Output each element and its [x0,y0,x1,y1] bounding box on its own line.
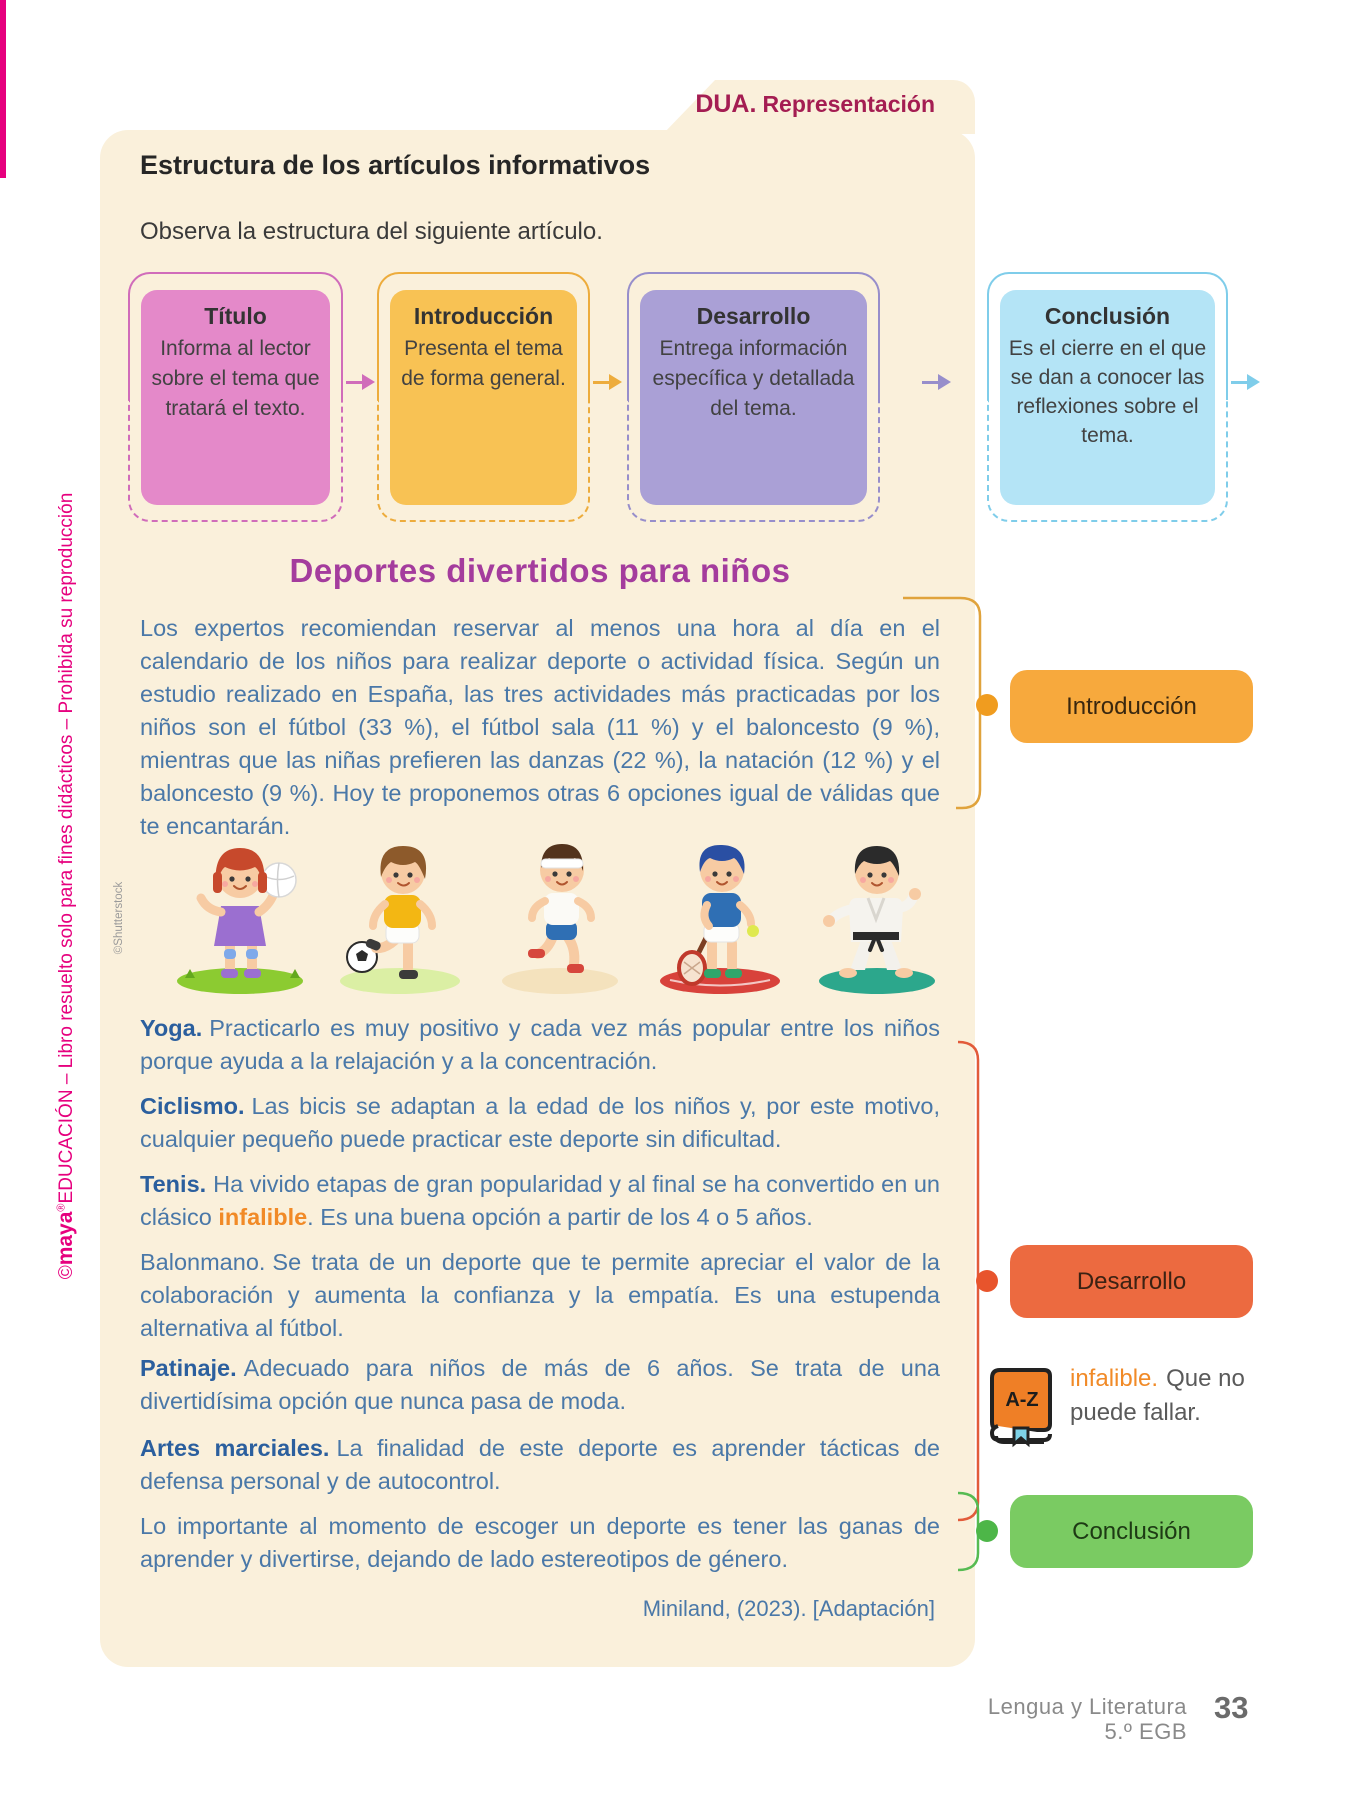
sport-item [140,1090,940,1156]
book-icon-label: A-Z [1005,1389,1039,1411]
annotation-label-conclusion: Conclusión [1010,1495,1253,1568]
sport-lead: Balonmano. [140,1249,266,1275]
sport-item [140,1246,940,1345]
flow-arrow-icon [593,374,623,390]
dot-conclusion [976,1520,998,1542]
article-citation: Miniland, (2023). [Adaptación] [642,1596,935,1621]
footer-subject-line2: 5.º EGB [1104,1719,1187,1744]
article-intro-paragraph: Los expertos recomiendan reservar al menos una hora al día en el calendario de los niños para realizar deporte o actividad física. Según un estudio realizado en España, las tres actividades más practicadas por los niños son el fútbol (33 %), el fútbol sala (11 %) y el baloncesto (9 %), mientras que las niñas prefieren las danzas (22 %), la natación (12 %) y el baloncesto (9 %). Hoy te proponemos otras 6 opciones igual de válidas que te encantarán. [140,615,940,839]
flow-box-card [1000,290,1215,505]
section-heading: Estructura de los artículos informativos [140,150,651,180]
flow-box-title: Conclusión [1044,303,1171,329]
flow-box-card [390,290,577,505]
flow-box-titulo [128,272,343,522]
image-credit: ©Shutterstock [113,881,125,955]
boy-karate-figure [819,846,935,994]
article-title: Deportes divertidos para niños [289,552,791,589]
flow-box-card [640,290,867,505]
boy-tennis-figure [660,845,780,994]
sport-text: Practicarlo es muy positivo y cada vez más popular entre los niños porque ayuda a la relajación y a la concentración. [140,1015,940,1074]
footer-subject-line1: Lengua y Literatura [987,1694,1187,1719]
dot-introduccion [976,694,998,716]
footer-subject [887,1694,1187,1744]
brand-name: maya [54,1211,77,1266]
flow-box-desarrollo [627,272,880,522]
sport-text: La finalidad de este deporte es aprender tácticas de defensa personal y de autocontrol. [140,1435,940,1494]
flow-arrow-icon [1231,374,1261,390]
flow-box-text: Es el cierre en el que se dan a conocer las reflexiones sobre el tema. [1008,337,1207,447]
flow-arrow-icon [922,374,952,390]
sport-lead: Yoga. [140,1015,203,1041]
sport-text: Se trata de un deporte que te permite apreciar el valor de la colaboración y aumenta la confianza y la empatía. Es una estupenda alternativa al fútbol. [140,1249,940,1341]
vertical-copyright-text [54,461,82,1311]
section-instruction: Observa la estructura del siguiente artículo. [140,218,603,245]
boy-running-figure [502,844,618,994]
dictionary-book-icon [988,1364,1060,1450]
glossary-term-highlight: infalible [218,1204,308,1230]
sport-lead: Artes marciales. [140,1435,330,1461]
copyright-notice: EDUCACIÓN – Libro resuelto solo para fines didácticos – Prohibida su reproducción [56,492,77,1204]
annotation-label-introduccion: Introducción [1010,670,1253,743]
dua-label: DUA. [695,90,757,118]
page-number: 33 [1214,1690,1249,1725]
page-edge-accent-bar [0,0,6,178]
sport-text: Las bicis se adaptan a la edad de los niños y, por este motivo, cualquier pequeño puede practicar este deporte sin dificultad. [140,1093,940,1152]
flow-box-conclusion [987,272,1228,522]
sport-text: Adecuado para niños de más de 6 años. Se trata de una divertidísima opción que nunca pasa de moda. [140,1355,940,1414]
glossary-term: infalible. [1070,1365,1159,1392]
copyright-symbol: © [56,1265,77,1280]
sport-item [140,1432,940,1498]
dua-heading [663,90,935,119]
annotation-label-desarrollo: Desarrollo [1010,1245,1253,1318]
article-closing-paragraph: Lo importante al momento de escoger un deporte es tener las ganas de aprender y divertirse, dejando de lado estereotipos de género. [140,1513,940,1572]
girl-volleyball-figure [177,848,303,994]
dua-sublabel: Representación [762,91,935,117]
sport-item [140,1352,940,1418]
dot-desarrollo [976,1270,998,1292]
kids-sports-illustration [155,828,945,1006]
flow-box-text: Informa al lector sobre el tema que tratará el texto. [151,337,320,420]
flow-arrow-icon [346,374,376,390]
sport-lead: Tenis. [140,1171,207,1197]
glossary-meaning: Que no puede fallar. [1070,1365,1245,1426]
flow-box-card [141,290,330,505]
glossary-definition [1070,1362,1265,1430]
sport-lead: Ciclismo. [140,1093,245,1119]
sport-lead: Patinaje. [140,1355,237,1381]
sport-item [140,1168,940,1234]
sport-item [140,1012,940,1078]
flow-box-text: Entrega información específica y detallada del tema. [652,337,855,420]
registered-symbol: ® [55,1203,68,1212]
boy-soccer-figure [340,846,460,994]
sport-text: Ha vivido etapas de gran popularidad y al final se ha convertido en un clásico [140,1171,940,1230]
flow-box-title: Desarrollo [696,303,811,329]
flow-box-title: Título [204,303,267,329]
flow-box-text: Presenta el tema de forma general. [401,337,566,390]
flow-box-introduccion [377,272,590,522]
flow-box-title: Introducción [413,303,554,329]
sport-text: . Es una buena opción a partir de los 4 o 5 años. [307,1204,813,1230]
